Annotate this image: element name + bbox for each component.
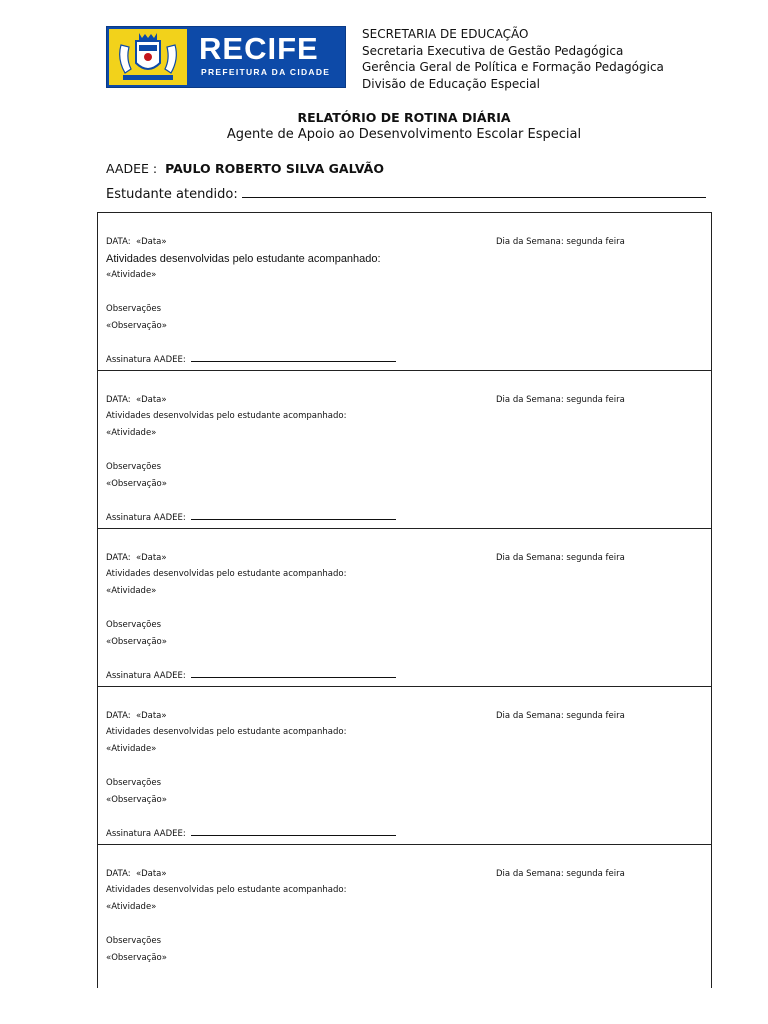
observations-label: Observações bbox=[106, 462, 162, 472]
activity-value: «Atividade» bbox=[106, 586, 157, 596]
weekday-value: segunda feira bbox=[566, 237, 625, 247]
date-field bbox=[106, 553, 167, 563]
log-entry bbox=[98, 845, 711, 989]
log-entry bbox=[98, 371, 711, 529]
weekday-label: Dia da Semana: bbox=[496, 869, 564, 879]
date-field bbox=[106, 869, 167, 879]
header-line: Divisão de Educação Especial bbox=[362, 76, 540, 91]
weekday-field bbox=[496, 395, 625, 405]
weekday-value: segunda feira bbox=[566, 869, 625, 879]
weekday-label: Dia da Semana: bbox=[496, 237, 564, 247]
date-value: «Data» bbox=[136, 237, 167, 247]
observation-value: «Observação» bbox=[106, 795, 167, 805]
header-line: SECRETARIA DE EDUCAÇÃO bbox=[362, 27, 529, 41]
date-label: DATA: bbox=[106, 395, 131, 405]
signature-label: Assinatura AADEE: bbox=[106, 671, 186, 681]
activity-value: «Atividade» bbox=[106, 428, 157, 438]
aadee-label: AADEE : bbox=[106, 161, 158, 176]
observation-value: «Observação» bbox=[106, 637, 167, 647]
estudante-label: Estudante atendido: bbox=[106, 187, 238, 202]
aadee-field bbox=[106, 161, 384, 176]
signature-label: Assinatura AADEE: bbox=[106, 355, 186, 365]
log-entry bbox=[98, 213, 711, 371]
weekday-field bbox=[496, 711, 625, 721]
date-value: «Data» bbox=[136, 711, 167, 721]
activities-label: Atividades desenvolvidas pelo estudante acompanhado: bbox=[106, 253, 381, 265]
signature-label: Assinatura AADEE: bbox=[106, 829, 186, 839]
signature-line bbox=[191, 670, 396, 678]
weekday-value: segunda feira bbox=[566, 395, 625, 405]
activities-label: Atividades desenvolvidas pelo estudante acompanhado: bbox=[106, 727, 347, 737]
observations-label: Observações bbox=[106, 936, 162, 946]
report-title: RELATÓRIO DE ROTINA DIÁRIA bbox=[297, 110, 511, 125]
observation-value: «Observação» bbox=[106, 953, 167, 963]
weekday-label: Dia da Semana: bbox=[496, 711, 564, 721]
signature-line bbox=[191, 512, 396, 520]
date-value: «Data» bbox=[136, 869, 167, 879]
header-line: Secretaria Executiva de Gestão Pedagógica bbox=[362, 43, 624, 58]
observations-label: Observações bbox=[106, 620, 162, 630]
logo-subtitle-text: PREFEITURA DA CIDADE bbox=[201, 67, 331, 77]
weekday-field bbox=[496, 553, 625, 563]
date-label: DATA: bbox=[106, 869, 131, 879]
coat-of-arms-icon bbox=[109, 29, 187, 85]
estudante-field bbox=[106, 187, 706, 202]
recife-logo bbox=[106, 26, 346, 88]
report-subtitle: Agente de Apoio ao Desenvolvimento Escolar Especial bbox=[226, 127, 582, 142]
date-label: DATA: bbox=[106, 237, 131, 247]
header-line: Gerência Geral de Política e Formação Pedagógica bbox=[362, 60, 664, 74]
signature-field bbox=[106, 828, 396, 839]
date-value: «Data» bbox=[136, 553, 167, 563]
estudante-blank-line bbox=[242, 187, 706, 198]
aadee-name: PAULO ROBERTO SILVA GALVÃO bbox=[165, 161, 384, 176]
signature-line bbox=[191, 828, 396, 836]
activities-label: Atividades desenvolvidas pelo estudante acompanhado: bbox=[106, 411, 347, 421]
observations-label: Observações bbox=[106, 778, 162, 788]
activity-value: «Atividade» bbox=[106, 270, 157, 280]
weekday-field bbox=[496, 237, 625, 247]
institution-header bbox=[362, 26, 664, 92]
signature-label: Assinatura AADEE: bbox=[106, 513, 186, 523]
daily-log-table bbox=[97, 212, 712, 988]
weekday-label: Dia da Semana: bbox=[496, 553, 564, 563]
date-field bbox=[106, 395, 167, 405]
weekday-label: Dia da Semana: bbox=[496, 395, 564, 405]
date-field bbox=[106, 237, 167, 247]
log-entry bbox=[98, 529, 711, 687]
weekday-field bbox=[496, 869, 625, 879]
activity-value: «Atividade» bbox=[106, 902, 157, 912]
observation-value: «Observação» bbox=[106, 321, 167, 331]
activities-label: Atividades desenvolvidas pelo estudante acompanhado: bbox=[106, 885, 347, 895]
date-field bbox=[106, 711, 167, 721]
date-label: DATA: bbox=[106, 553, 131, 563]
signature-field bbox=[106, 512, 396, 523]
activities-label: Atividades desenvolvidas pelo estudante acompanhado: bbox=[106, 569, 347, 579]
weekday-value: segunda feira bbox=[566, 553, 625, 563]
date-label: DATA: bbox=[106, 711, 131, 721]
observations-label: Observações bbox=[106, 304, 162, 314]
log-entry bbox=[98, 687, 711, 845]
weekday-value: segunda feira bbox=[566, 711, 625, 721]
activity-value: «Atividade» bbox=[106, 744, 157, 754]
observation-value: «Observação» bbox=[106, 479, 167, 489]
signature-field bbox=[106, 354, 396, 365]
signature-line bbox=[191, 354, 396, 362]
date-value: «Data» bbox=[136, 395, 167, 405]
logo-brand-text: RECIFE bbox=[199, 31, 319, 66]
signature-field bbox=[106, 670, 396, 681]
